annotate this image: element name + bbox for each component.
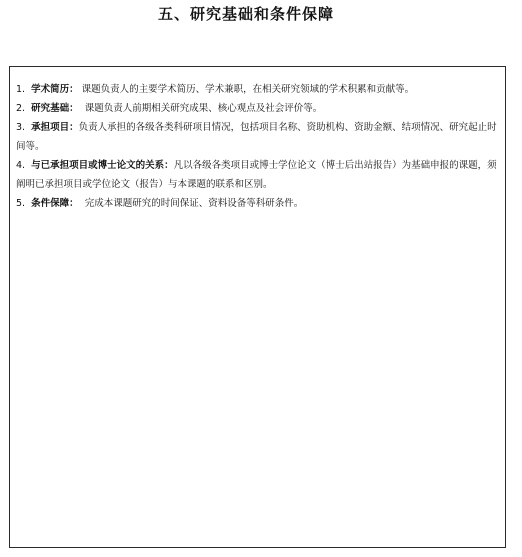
item-heading: 学术简历：	[31, 84, 79, 95]
instruction-item-academic-resume	[16, 80, 498, 99]
item-text: 课题负责人前期相关研究成果、核心观点及社会评价等。	[84, 103, 323, 114]
content-box[interactable]	[9, 66, 506, 548]
item-text: 课题负责人的主要学术简历、学术兼职，在相关研究领域的学术积累和贡献等。	[81, 84, 415, 95]
item-text: 完成本课题研究的时间保证、资料设备等科研条件。	[84, 198, 304, 209]
instruction-item-relation	[16, 156, 498, 194]
item-text: 凡以各级各类项目或博士学位论文（博士后出站报告）为基础申报的课题，须阐明已承担项目或学位论文（报告）与本课题的联系和区别。	[16, 160, 497, 190]
item-heading: 研究基础：	[31, 103, 79, 114]
item-heading: 与已承担项目或博士论文的关系：	[31, 160, 174, 171]
item-number: 2.	[16, 103, 26, 114]
item-text: 负责人承担的各级各类科研项目情况，包括项目名称、资助机构、资助金额、结项情况、研究起止时间等。	[16, 122, 497, 152]
instruction-item-conditions	[16, 194, 498, 213]
instruction-item-projects	[16, 118, 498, 156]
item-number: 4.	[16, 160, 26, 171]
item-number: 5.	[16, 198, 26, 209]
instruction-item-research-foundation	[16, 99, 498, 118]
item-heading: 承担项目：	[31, 122, 79, 133]
item-number: 1.	[16, 84, 26, 95]
section-title: 五、研究基础和条件保障	[157, 5, 334, 23]
item-heading: 条件保障：	[31, 198, 79, 209]
instruction-list	[16, 80, 498, 213]
item-number: 3.	[16, 122, 26, 133]
